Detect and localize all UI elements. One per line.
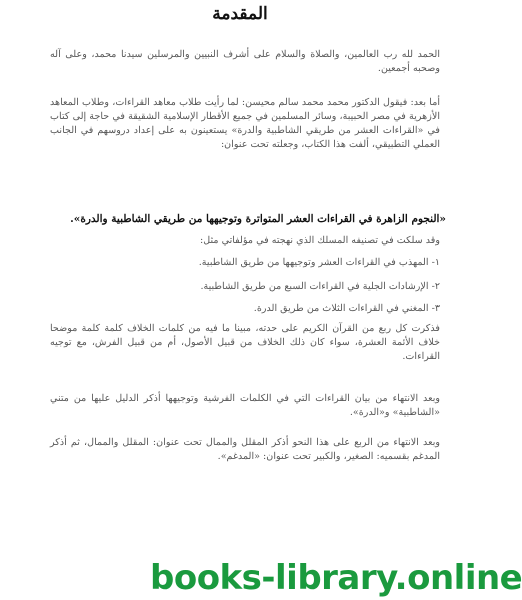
page-title: المقدمة [212,4,268,24]
list-item: ٣- المغني في القراءات الثلاث من طريق الدرة. [253,303,440,314]
intro-paragraph: أما بعد: فيقول الدكتور محمد محمد سالم محيسن: لما رأيت طلاب معاهد القراءات، وطلاب المعاهد الأزهرية في مصر الحبيبة، وسائر المسلمين في جميع الأقطار الإسلامية الشقيقة في حاجة إلى كتاب في «القراءات العشر من طريقي الشاطبية والدرة» يستعينون به على إعداد دروسهم في الجانب العملي التطبيقي، ألفت هذا الكتاب، وجعلته تحت عنوان: [50,97,440,150]
book-title-heading: «النجوم الزاهرة في القراءات العشر المتواترة وتوجيهها من طريقي الشاطبية والدرة». [70,213,446,225]
method-paragraph: وقد سلكت في تصنيفه المسلك الذي نهجته في مؤلفاتي مثل: [200,235,440,246]
opening-paragraph: الحمد لله رب العالمين، والصلاة والسلام على أشرف النبيين والمرسلين سيدنا محمد، وعلى آله وصحبه أجمعين. [50,49,440,74]
closing-paragraph: وبعد الانتهاء من الربع على هذا النحو أذكر المقلل والممال تحت عنوان: المقلل والممال، ثم أذكر المدغم بقسميه: الصغير، والكبير تحت عنوان: «المدغم». [50,437,440,462]
site-watermark: books-library.online [150,558,522,598]
method-detail-paragraph: فذكرت كل ربع من القرآن الكريم على حدته، مبينا ما فيه من كلمات الخلاف كلمة كلمة موضحا خلاف الأئمة العشرة، سواء كان ذلك الخلاف من قبيل الأصول، أم من قبيل الفرش، مع توجيه القراءات. [50,323,440,362]
list-item: ٢- الإرشادات الجلية في القراءات السبع من طريق الشاطبية. [200,281,440,292]
evidence-paragraph: وبعد الانتهاء من بيان القراءات التي في الكلمات الفرشية وتوجيهها أذكر الدليل عليها من متني «الشاطبية» و«الدرة». [50,393,440,418]
list-item: ١- المهذب في القراءات العشر وتوجيهها من طريق الشاطبية. [198,257,440,268]
